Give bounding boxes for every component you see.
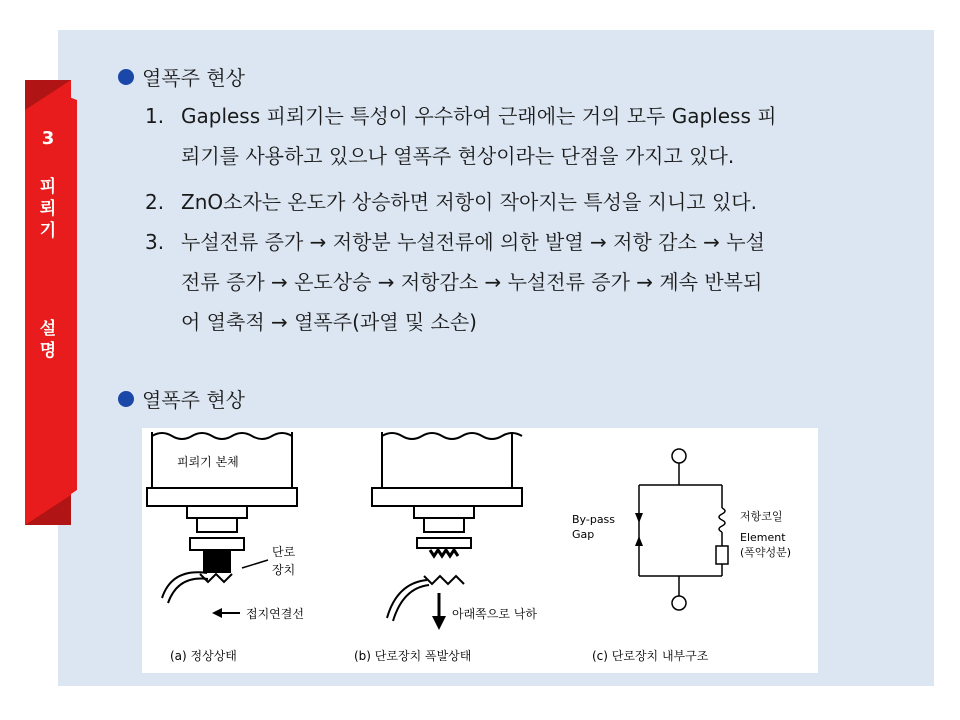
section2-heading-text: 열폭주 현상 — [142, 388, 245, 412]
side-chapter-tab — [25, 80, 77, 525]
gap-arrow-icon — [635, 513, 643, 523]
item-text: 전류 증가 → 온도상승 → 저항감소 → 누설전류 증가 → 계속 반복되 — [181, 270, 763, 294]
label-ground-wire: 접지연결선 — [246, 607, 304, 621]
list-item-3 — [145, 222, 765, 342]
label-element-1: Element — [740, 531, 786, 544]
label-coil: 저항코일 — [740, 510, 783, 523]
item-number: 1. — [145, 104, 165, 128]
list-item-2 — [145, 182, 757, 222]
caption-a: (a) 정상상태 — [170, 649, 237, 663]
arrester-figure — [142, 428, 818, 673]
item-text: Gapless 피뢰기는 특성이 우수하여 근래에는 거의 모두 Gapless 피 — [181, 104, 777, 128]
section1-heading — [118, 62, 245, 91]
bullet-icon — [118, 69, 134, 85]
caption-b: (b) 단로장치 폭발상태 — [354, 649, 472, 663]
side-label-bottom — [25, 318, 71, 362]
side-char: 기 — [39, 221, 57, 241]
side-char: 설 — [39, 319, 57, 339]
arrow-down-icon — [432, 616, 446, 630]
gap-arrow-icon — [635, 536, 643, 546]
label-bypass-2: Gap — [572, 528, 595, 541]
label-bypass-1: By-pass — [572, 513, 616, 526]
item-text: 누설전류 증가 → 저항분 누설전류에 의한 발열 → 저항 감소 → 누설 — [181, 230, 765, 254]
label-disconnector-1: 단로 — [272, 545, 296, 559]
arrester-diagram — [142, 428, 818, 673]
list-item-1 — [145, 96, 777, 176]
diagram-b — [372, 432, 522, 621]
label-drop: 아래쪽으로 낙하 — [452, 607, 537, 621]
section1-heading-text: 열폭주 현상 — [142, 66, 245, 90]
arrow-head-icon — [212, 608, 222, 618]
item-text: 어 열축적 → 열폭주(과열 및 소손) — [181, 310, 477, 334]
section2-heading — [118, 384, 245, 413]
side-char: 뢰 — [39, 199, 57, 219]
item-number: 3. — [145, 230, 165, 254]
item-text: 뢰기를 사용하고 있으나 열폭주 현상이라는 단점을 가지고 있다. — [181, 144, 735, 168]
side-char: 피 — [39, 177, 57, 197]
chapter-number: 3 — [41, 128, 55, 149]
item-number: 2. — [145, 190, 165, 214]
label-disconnector-2: 장치 — [272, 563, 296, 577]
diagram-c — [639, 449, 728, 610]
item-text: ZnO소자는 온도가 상승하면 저항이 작아지는 특성을 지니고 있다. — [181, 190, 757, 214]
side-label-top — [25, 176, 71, 242]
side-char: 명 — [39, 341, 57, 361]
label-body: 피뢰기 본체 — [177, 455, 239, 469]
pointer-arrow — [242, 560, 268, 568]
label-element-2: (폭약성분) — [740, 546, 792, 559]
bullet-icon — [118, 391, 134, 407]
caption-c: (c) 단로장치 내부구조 — [592, 649, 709, 663]
